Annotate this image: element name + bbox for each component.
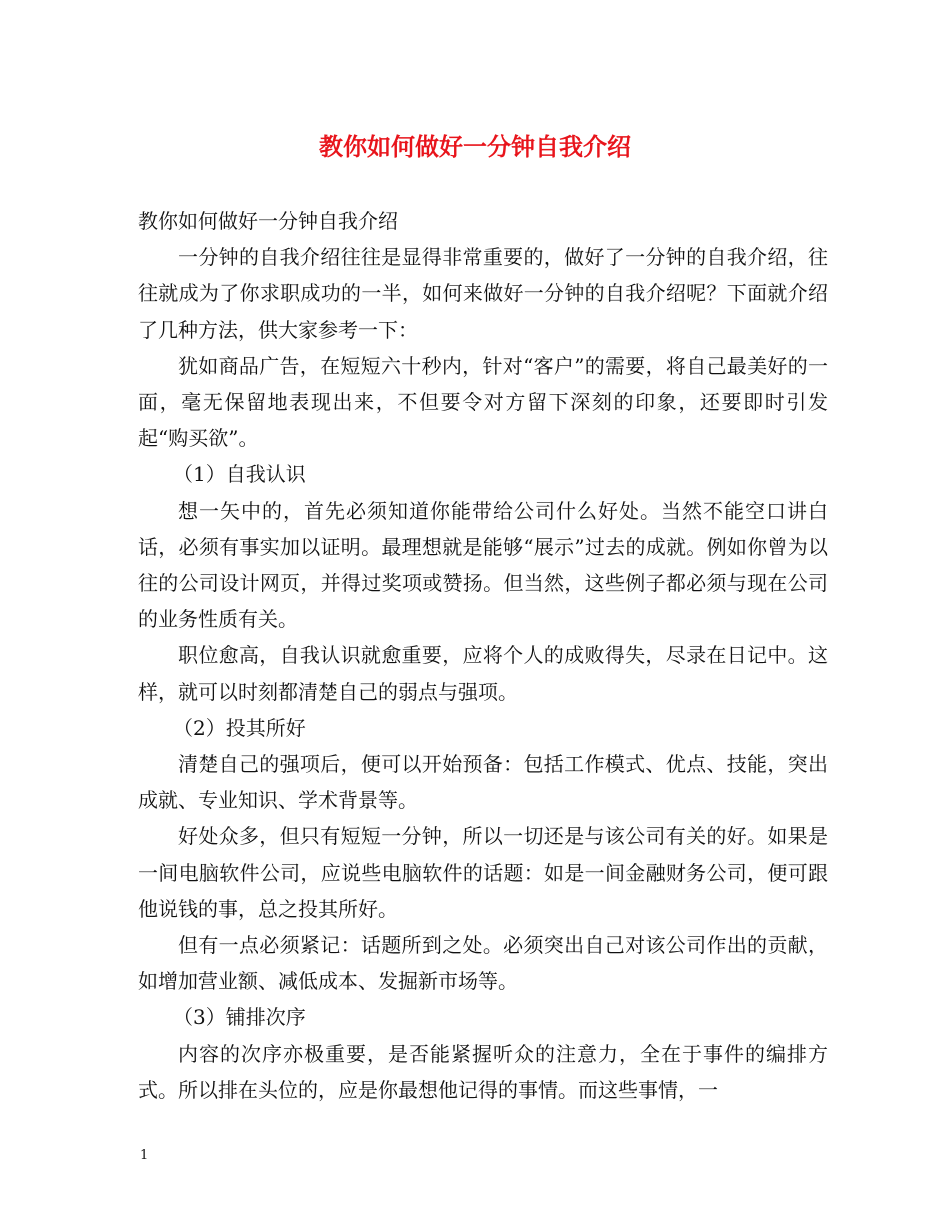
- page-number: 1: [140, 1148, 149, 1163]
- paragraph: 犹如商品广告，在短短六十秒内，针对“客户”的需要，将自己最美好的一面，毫无保留地表现出来，不但要令对方留下深刻的印象，还要即时引发起“购买欲”。: [138, 353, 828, 451]
- section-heading: （1）自我认识: [173, 462, 306, 487]
- paragraph-heading: 教你如何做好一分钟自我介绍: [138, 209, 398, 233]
- paragraph: 内容的次序亦极重要，是否能紧握听众的注意力，全在于事件的编排方式。所以排在头位的，应是你最想他记得的事情。而这些事情，一: [138, 1041, 828, 1102]
- paragraph: 好处众多，但只有短短一分钟，所以一切还是与该公司有关的好。如果是一间电脑软件公司，应说些电脑软件的话题：如是一间金融财务公司，便可跟他说钱的事，总之投其所好。: [138, 824, 828, 921]
- paragraph: 想一矢中的，首先必须知道你能带给公司什么好处。当然不能空口讲白话，必须有事实加以证明。最理想就是能够“展示”过去的成就。例如你曾为以往的公司设计网页，并得过奖项或赞扬。但当然，这些例子都必须与现在公司的业务性质有关。: [138, 498, 828, 632]
- paragraph: 但有一点必须紧记：话题所到之处。必须突出自己对该公司作出的贡献，如增加营业额、减低成本、发掘新市场等。: [138, 933, 828, 994]
- document-body: [138, 203, 828, 1108]
- paragraph: 清楚自己的强项后，便可以开始预备：包括工作模式、优点、技能，突出成就、专业知识、学术背景等。: [138, 752, 828, 813]
- paragraph: 职位愈高，自我认识就愈重要，应将个人的成败得失，尽录在日记中。这样，就可以时刻都清楚自己的弱点与强项。: [138, 643, 828, 704]
- section-heading: （2）投其所好: [173, 715, 306, 740]
- paragraph: 一分钟的自我介绍往往是显得非常重要的，做好了一分钟的自我介绍，往往就成为了你求职成功的一半，如何来做好一分钟的自我介绍呢？下面就介绍了几种方法，供大家参考一下：: [138, 245, 828, 342]
- section-heading: （3）铺排次序: [173, 1005, 306, 1030]
- document-title: 教你如何做好一分钟自我介绍: [319, 132, 631, 161]
